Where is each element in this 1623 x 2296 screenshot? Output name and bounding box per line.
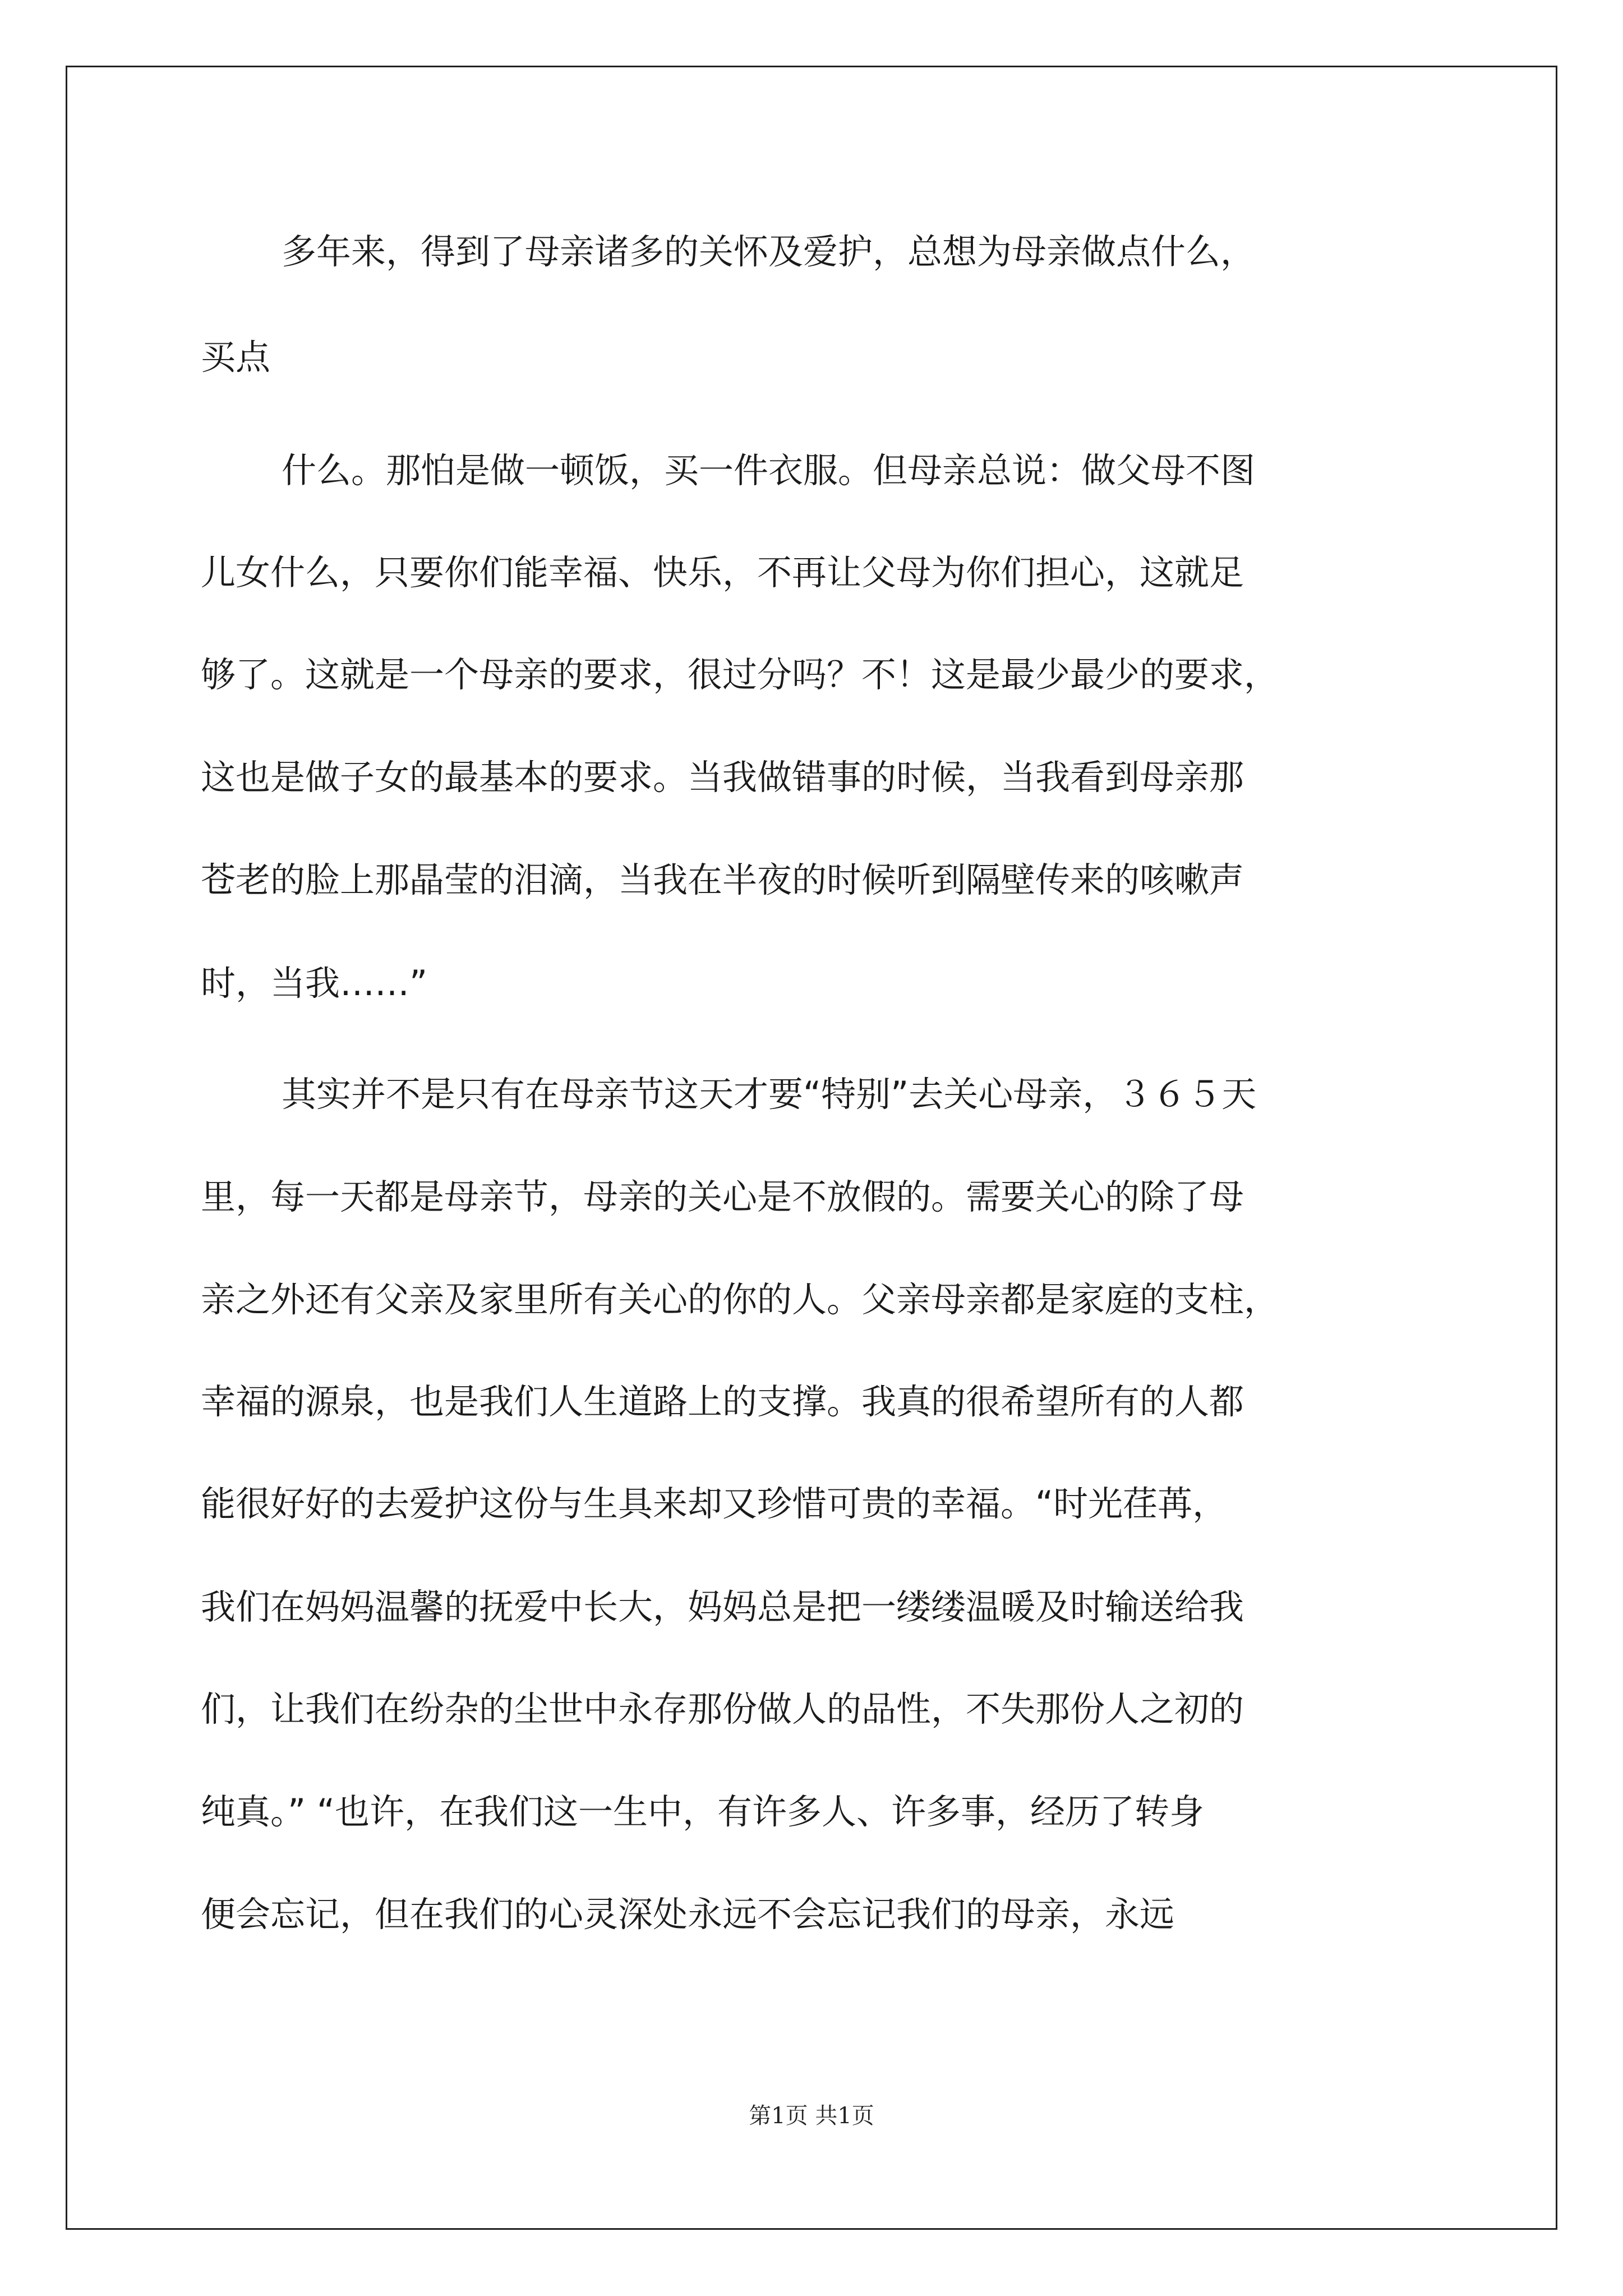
paragraph-line: 们，让我们在纷杂的尘世中永存那份做人的品性，不失那份人之初的 <box>201 1688 1244 1729</box>
paragraph-line: 纯真。” “也许，在我们这一生中，有许多人、许多事，经历了转身 <box>201 1791 1204 1832</box>
paragraph-line: 多年来，得到了母亲诸多的关怀及爱护，总想为母亲做点什么， <box>282 231 1256 272</box>
paragraph-line: 什么。那怕是做一顿饭，买一件衣服。但母亲总说：做父母不图 <box>282 450 1256 491</box>
paragraph-line: 买点 <box>201 337 271 378</box>
paragraph-line: 我们在妈妈温馨的抚爱中长大，妈妈总是把一缕缕温暖及时输送给我 <box>201 1586 1244 1627</box>
paragraph-line: 幸福的源泉，也是我们人生道路上的支撑。我真的很希望所有的人都 <box>201 1381 1244 1422</box>
paragraph-line: 亲之外还有父亲及家里所有关心的你的人。父亲母亲都是家庭的支柱， <box>201 1279 1279 1320</box>
paragraph-line: 苍老的脸上那晶莹的泪滴，当我在半夜的时候听到隔壁传来的咳嗽声 <box>201 859 1244 900</box>
paragraph-line: 能很好好的去爱护这份与生具来却又珍惜可贵的幸福。“时光荏苒， <box>201 1483 1228 1524</box>
paragraph-line: 里，每一天都是母亲节，母亲的关心是不放假的。需要关心的除了母 <box>201 1176 1244 1217</box>
paragraph-line: 便会忘记，但在我们的心灵深处永远不会忘记我们的母亲，永远 <box>201 1894 1175 1935</box>
paragraph-line: 这也是做子女的最基本的要求。当我做错事的时候，当我看到母亲那 <box>201 757 1244 798</box>
page-footer: 第1页 共1页 <box>749 2103 874 2129</box>
paragraph-line: 其实并不是只有在母亲节这天才要“特别”去关心母亲，３６５天 <box>282 1074 1257 1115</box>
paragraph-line: 时，当我……” <box>201 963 428 1004</box>
paragraph-line: 够了。这就是一个母亲的要求，很过分吗？不！这是最少最少的要求， <box>201 654 1279 695</box>
paragraph-line: 儿女什么，只要你们能幸福、快乐，不再让父母为你们担心，这就足 <box>201 552 1244 593</box>
